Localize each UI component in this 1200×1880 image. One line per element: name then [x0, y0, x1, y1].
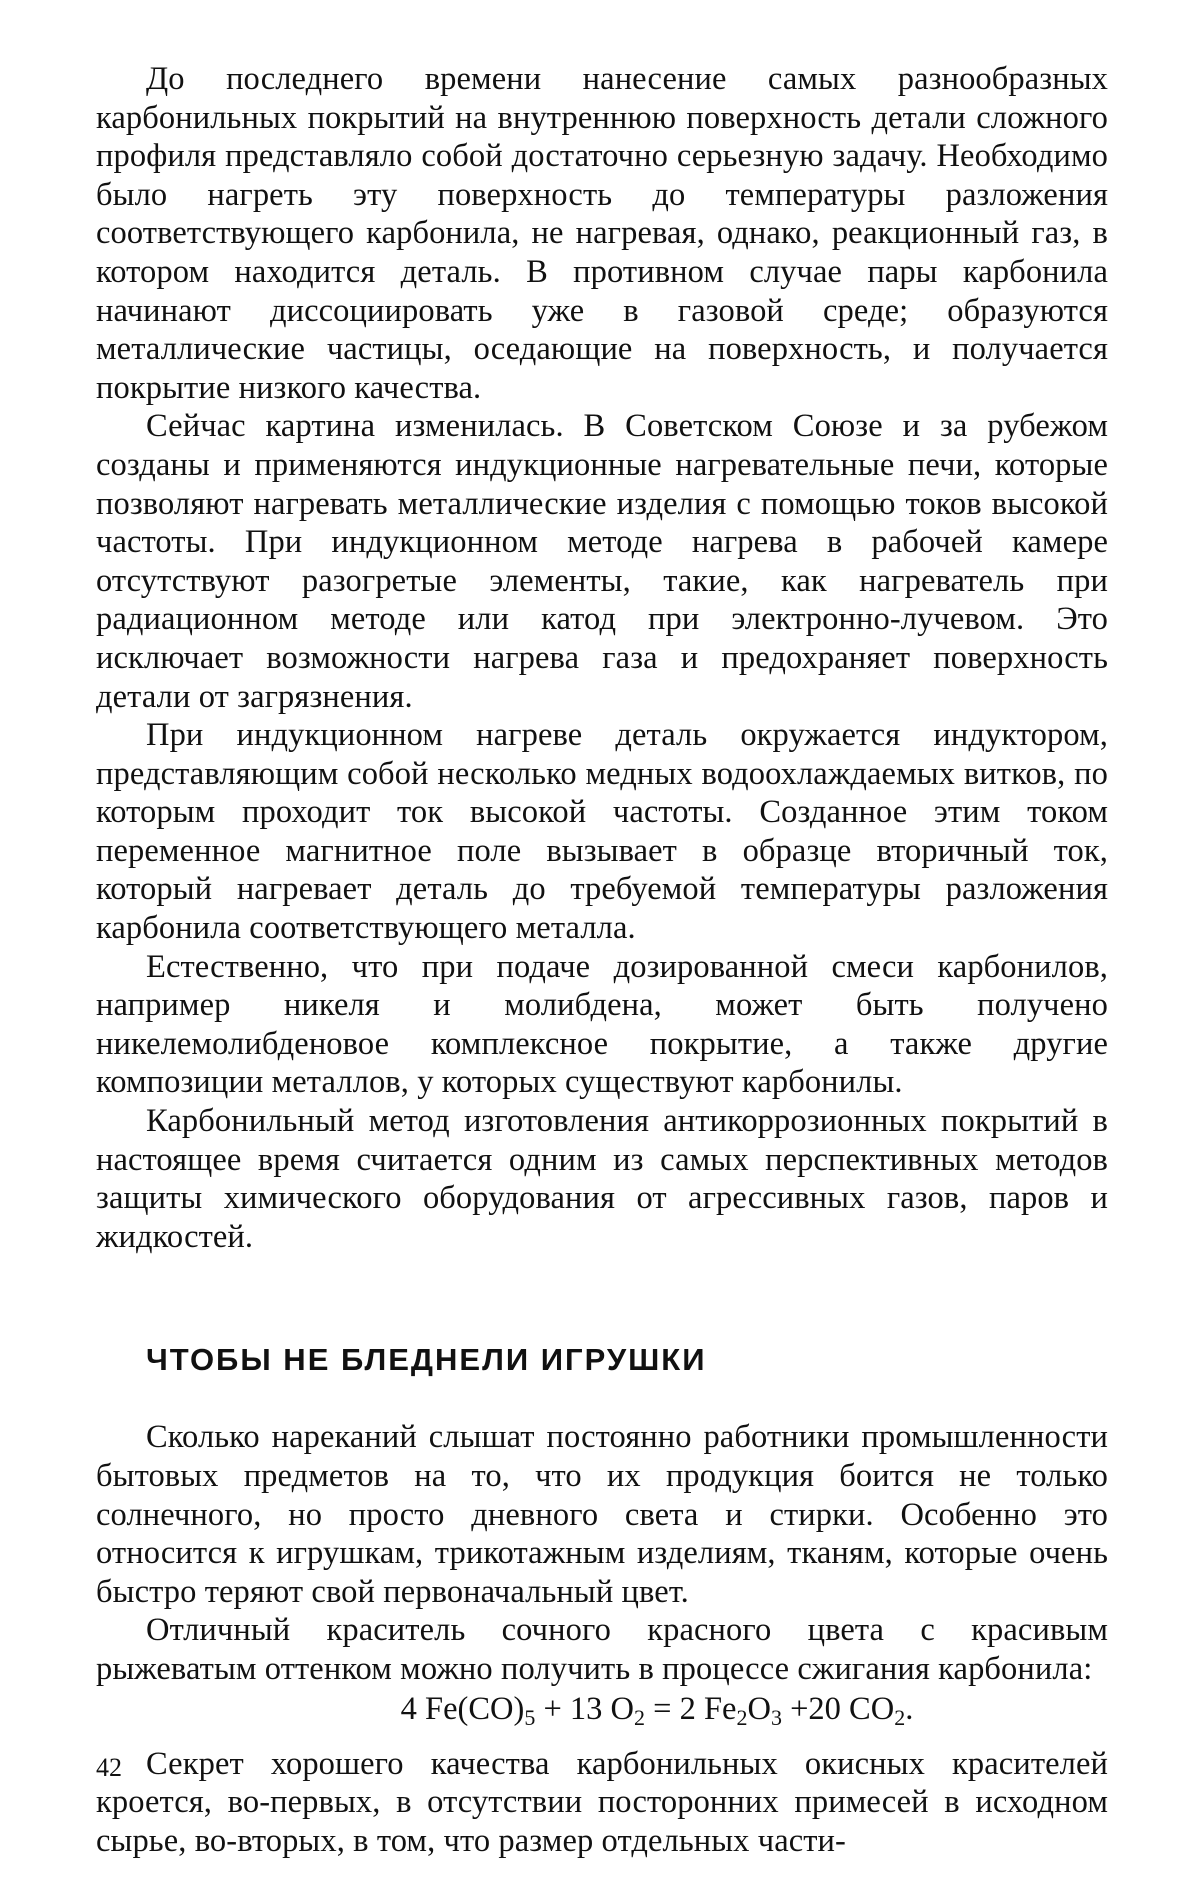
section-heading: ЧТОБЫ НЕ БЛЕДНЕЛИ ИГРУШКИ [146, 1342, 707, 1378]
formula-part: +20 CO [781, 1690, 895, 1727]
paragraph-induction-furnaces: Сейчас картина изменилась. В Советском Союзе и за рубежом созданы и применяются индукционные нагревательные печи, которые позволяют нагревать металлические изделия с помощью токов высокой частоты. При индукционном методе нагрева в рабочей камере отсутствуют разогретые элементы, такие, как нагреватель при радиационном методе или катод при электронно-лучевом. Это исключает возможности нагрева газа и предохраняет поверхность детали от загрязнения. [96, 408, 1108, 715]
formula-part: = 2 Fe [645, 1690, 737, 1727]
formula-part: + 13 O [535, 1690, 635, 1727]
chemical-formula [96, 1689, 1108, 1729]
formula-subscript: 5 [524, 1704, 536, 1730]
paragraph-toy-complaints: Сколько нареканий слышат постоянно работники промышленности бытовых предметов на то, что их продукция боится не только солнечного, но просто дневного света и стирки. Особенно это относится к игрушкам, трикотажным изделиям, тканям, которые очень быстро теряют свой первоначальный цвет. [96, 1419, 1108, 1610]
formula-subscript: 2 [634, 1704, 646, 1730]
formula-part: 4 Fe(CO) [400, 1690, 525, 1727]
formula-part: O [747, 1690, 771, 1727]
paragraph-red-dye: Отличный краситель сочного красного цвета с красивым рыжеватым оттенком можно получить в процессе сжигания карбонила: [96, 1612, 1108, 1687]
paragraph-carbonyl-coating-problem: До последнего времени нанесение самых разнообразных карбонильных покрытий на внутреннюю поверхность детали сложного профиля представляло собой достаточно серьезную задачу. Необходимо было нагреть эту поверхность до температуры разложения соответствующего карбонила, не нагревая, однако, реакционный газ, в котором находится деталь. В противном случае пары карбонила начинают диссоциировать уже в газовой среде; образуются металлические частицы, оседающие на поверхность, и получается покрытие низкого качества. [96, 61, 1108, 406]
page-body [96, 60, 1108, 1860]
paragraph-dye-quality-secret: Секрет хорошего качества карбонильных окисных красителей кроется, во-первых, в отсутствии посторонних примесей в исходном сырье, во-вторых, в том, что размер отдельных части- [96, 1745, 1108, 1859]
paragraph-nickel-molybdenum: Естественно, что при подаче дозированной смеси карбонилов, например никеля и молибдена, может быть получено никелемолибденовое комплексное покрытие, а также другие композиции металлов, у которых существуют карбонилы. [96, 948, 1108, 1101]
paragraph-inductor-description: При индукционном нагреве деталь окружается индуктором, представляющим собой несколько медных водоохлаждаемых витков, по которым проходит ток высокой частоты. Созданное этим током переменное магнитное поле вызывает в образце вторичный ток, который нагревает деталь до требуемой температуры разложения карбонила соответствующего металла. [96, 717, 1108, 947]
formula-part: . [905, 1690, 914, 1727]
formula-subscript: 2 [736, 1704, 748, 1730]
paragraph-anticorrosion-method: Карбонильный метод изготовления антикоррозионных покрытий в настоящее время считается одним из самых перспективных методов защиты химического оборудования от агрессивных газов, паров и жидкостей. [96, 1103, 1108, 1255]
formula-subscript: 2 [894, 1704, 906, 1730]
page-number: 42 [96, 1753, 122, 1782]
formula-subscript: 3 [770, 1704, 782, 1730]
